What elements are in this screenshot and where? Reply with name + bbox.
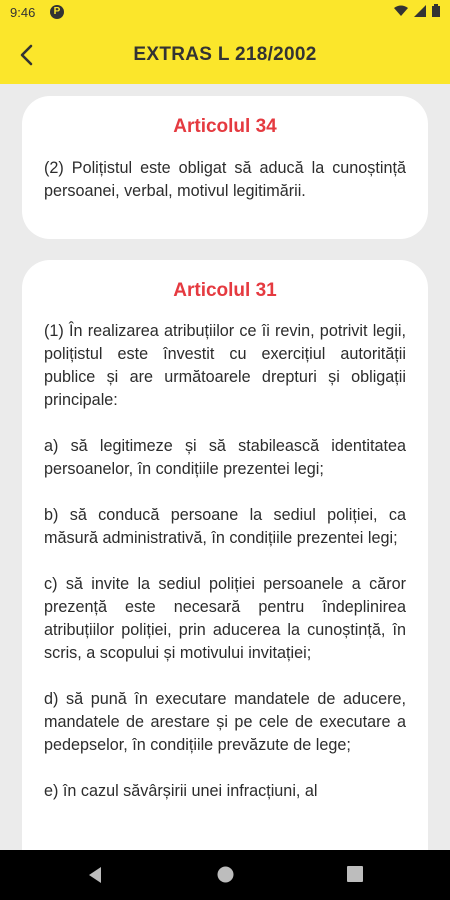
navigation-bar [0, 850, 450, 900]
signal-icon [414, 5, 426, 17]
status-icons [394, 4, 440, 17]
article-paragraph: (2) Polițistul este obligat să aducă la cunoștință persoanei, verbal, motivul legitimării. [44, 159, 406, 200]
wifi-icon [394, 5, 408, 17]
page-title: EXTRAS L 218/2002 [133, 44, 317, 65]
article-card [22, 96, 428, 239]
nav-home-icon[interactable] [217, 866, 234, 883]
article-paragraph: a) să legitimeze și să stabilească identitatea persoanelor, în condițiile prezentei legi; [44, 437, 406, 478]
article-paragraph: e) în cazul săvârșirii unei infracțiuni, al [44, 782, 318, 800]
article-title: Articolul 34 [173, 116, 277, 137]
article-paragraph: b) să conducă persoane la sediul poliției, ca măsură administrativă, în condițiile prezentei legi; [44, 506, 406, 547]
battery-icon [432, 4, 440, 17]
status-bar [0, 0, 450, 26]
back-button[interactable] [10, 38, 44, 72]
app-notification-icon: P [50, 5, 64, 19]
article-title: Articolul 31 [173, 280, 277, 301]
article-card [22, 260, 428, 850]
article-list[interactable] [0, 84, 450, 850]
back-arrow-icon [17, 43, 37, 67]
nav-back-icon[interactable] [86, 866, 104, 884]
nav-recents-icon[interactable] [347, 866, 363, 882]
app-bar [0, 26, 450, 84]
article-paragraph: (1) În realizarea atribuțiilor ce îi revin, potrivit legii, polițistul este învestit cu exercițiul autorității publice și are următoarele drepturi și obligații principale: [44, 322, 406, 409]
article-paragraph: c) să invite la sediul poliției persoanele a căror prezență este necesară pentru îndeplinirea atribuțiilor poliției, prin aducerea la cunoștință, în scris, a scopului și motivului invitației; [44, 575, 406, 662]
article-paragraph: d) să pună în executare mandatele de aducere, mandatele de arestare și pe cele de executare a pedepselor, în condițiile prevăzute de lege; [44, 690, 406, 754]
status-time: 9:46 [10, 5, 36, 20]
